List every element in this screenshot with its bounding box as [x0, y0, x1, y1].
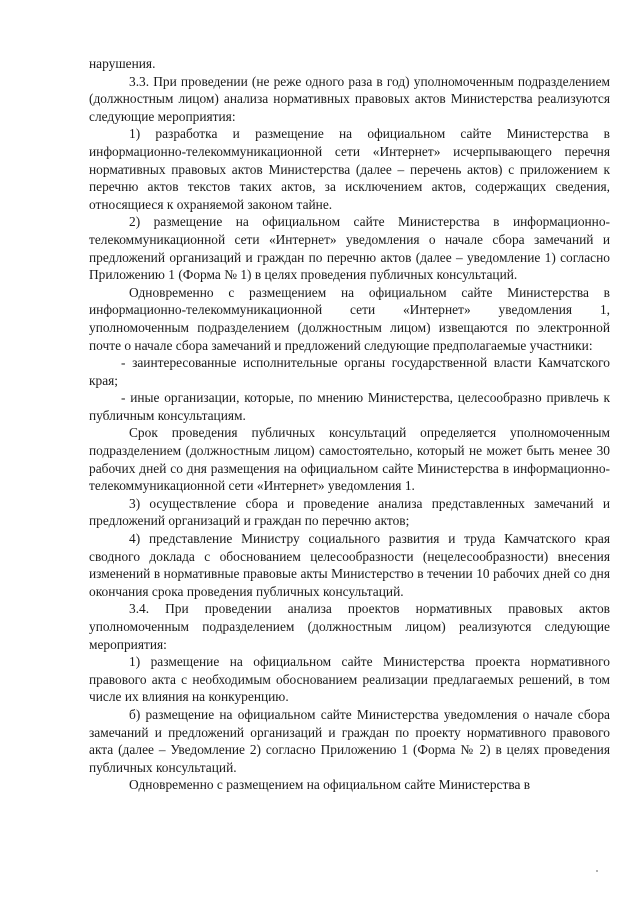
- paragraph-item-3: 3) осуществление сбора и проведение анализа представленных замечаний и предложений организаций и граждан по перечню актов;: [89, 495, 610, 529]
- paragraph-section-3-3: 3.3. При проведении (не реже одного раза в год) уполномоченным подразделением (должностным лицом) анализа нормативных правовых актов Министерства реализуются следующие мероприятия:: [89, 73, 610, 124]
- paragraph-item-2: 2) размещение на официальном сайте Министерства в информационно-телекоммуникационной сети «Интернет» уведомления о начале сбора замечаний и предложений организаций и граждан по перечню актов (далее – уведомление 1) согласно Приложению 1 (Форма № 1) в целях проведения публичных консультаций.: [89, 214, 610, 283]
- paragraph-subitem-1: 1) размещение на официальном сайте Министерства проекта нормативного правового акта с необходимым обоснованием реализации предлагаемых решений, в том числе их влияния на конкуренцию.: [89, 654, 610, 705]
- scan-artifact-dot: [596, 870, 598, 872]
- paragraph-item-4: 4) представление Министру социального развития и труда Камчатского края сводного доклада с обоснованием целесообразности (нецелесообразности) внесения изменений в нормативные правовые акты Министерство в течении 10 рабочих дней со дня окончания срока проведения публичных консультаций.: [89, 531, 610, 599]
- paragraph-participant-2: - иные организации, которые, по мнению Министерства, целесообразно привлечь к публичным консультациям.: [89, 390, 610, 423]
- paragraph-participant-1: - заинтересованные исполнительные органы государственной власти Камчатского края;: [89, 355, 610, 388]
- paragraph-term: Срок проведения публичных консультаций определяется уполномоченным подразделением (должностным лицом) самостоятельно, который не может быть менее 30 рабочих дней со дня размещения на официальном сайте Министерства в информационно-телекоммуникационной сети «Интернет» уведомления 1.: [89, 425, 610, 494]
- paragraph-section-3-4: 3.4. При проведении анализа проектов нормативных правовых актов уполномоченным подразделением (должностным лицом) реализуются следующие мероприятия:: [89, 601, 610, 652]
- paragraph-notification: Одновременно с размещением на официальном сайте Министерства в информационно-телекоммуникационной сети «Интернет» уведомления 1, уполномоченным подразделением (должностным лицом) извещаются по электронной почте о начале сбора замечаний и предложений следующие предполагаемые участники:: [89, 284, 610, 353]
- paragraph-trailing: Одновременно с размещением на официальном сайте Министерства в: [129, 777, 531, 793]
- paragraph-continuation: нарушения.: [89, 56, 156, 71]
- paragraph-item-1: 1) разработка и размещение на официальном сайте Министерства в информационно-телекоммуникационной сети «Интернет» исчерпывающего перечня нормативных правовых актов Министерства (далее – перечень актов) с приложением к перечню актов текстов таких актов, за исключением актов, содержащих сведения, относящиеся к охраняемой законом тайне.: [89, 126, 610, 212]
- paragraph-subitem-b: б) размещение на официальном сайте Министерства уведомления о начале сбора замечаний и предложений организаций и граждан по проекту нормативного правового акта (далее – Уведомление 2) согласно Приложению 1 (Форма № 2) в целях проведения публичных консультаций.: [89, 706, 610, 775]
